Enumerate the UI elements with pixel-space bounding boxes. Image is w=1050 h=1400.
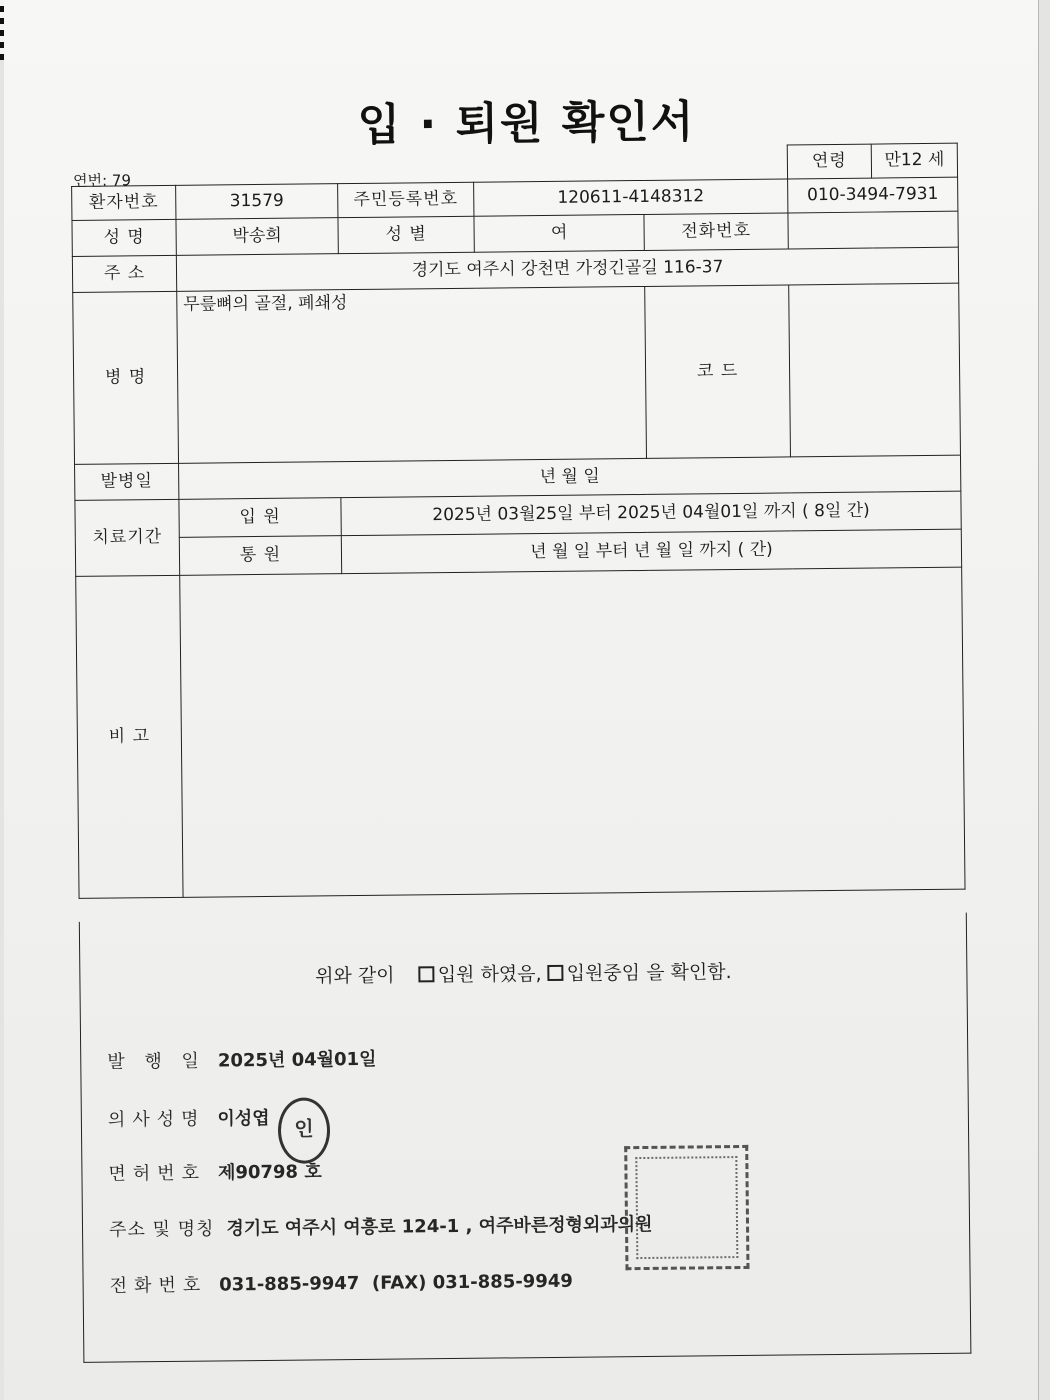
name-label: 성 명 xyxy=(72,219,176,256)
phone-value: 010-3494-7931 xyxy=(788,177,958,213)
diagnosis-label: 병 명 xyxy=(73,291,179,464)
paper xyxy=(4,0,1039,1400)
license-number: 제90798 호 xyxy=(217,1161,322,1184)
remarks-label: 비 고 xyxy=(76,575,183,898)
doctor-label: 의사성명 xyxy=(107,1108,206,1131)
patient-no-label: 환자번호 xyxy=(72,185,176,220)
confirmation-prefix: 위와 같이 xyxy=(315,964,395,988)
doctor-seal-stamp: 인 xyxy=(278,1097,331,1164)
address-value: 경기도 여주시 강천면 가정긴골길 116-37 xyxy=(176,247,958,291)
serial-number: 연번: 79 xyxy=(72,171,132,190)
clinic-phone-label: 전화번호 xyxy=(109,1274,208,1297)
sex-value: 여 xyxy=(474,214,644,252)
hospitalized-checkbox[interactable] xyxy=(548,965,564,981)
clinic-seal-stamp xyxy=(624,1145,749,1270)
issue-date-value: 2025년 04월01일 xyxy=(217,1048,377,1072)
clinic-fax: (FAX) 031-885-9949 xyxy=(371,1270,573,1294)
license-row xyxy=(108,1157,321,1185)
age-value: 만12 세 xyxy=(871,143,957,178)
outpatient-label: 통 원 xyxy=(179,536,341,576)
info-table xyxy=(71,143,966,899)
name-value: 박송희 xyxy=(176,218,338,256)
code-value xyxy=(789,283,961,457)
certificate-footer xyxy=(79,913,972,1363)
onset-value: 년 월 일 xyxy=(179,455,961,499)
inpatient-period-value: 2025년 03월25일 부터 2025년 04월01일 까지 ( 8일 간) xyxy=(341,491,961,535)
clinic-phone-row xyxy=(109,1267,572,1298)
sex-label: 성 별 xyxy=(338,216,474,253)
license-label: 면허번호 xyxy=(108,1162,207,1185)
confirmation-suffix: 을 확인함. xyxy=(646,961,732,984)
clinic-address: 경기도 여주시 여흥로 124-1 , 여주바른정형외과의원 xyxy=(226,1213,653,1240)
confirmation-option2: 입원중임 xyxy=(566,962,641,985)
treatment-period-label: 치료기간 xyxy=(75,499,180,576)
clinic-phone: 031-885-9947 xyxy=(219,1272,360,1296)
patient-no-value: 31579 xyxy=(176,184,338,220)
address-label: 주 소 xyxy=(72,255,176,292)
outpatient-period-value: 년 월 일 부터 년 월 일 까지 ( 간) xyxy=(341,529,961,573)
code-label: 코 드 xyxy=(645,285,791,458)
inpatient-label: 입 원 xyxy=(179,498,341,538)
issue-date-label: 발 행 일 xyxy=(107,1050,207,1073)
resident-no-label: 주민등록번호 xyxy=(338,182,474,217)
certificate-sheet xyxy=(66,70,1000,1390)
doctor-row xyxy=(108,1104,270,1132)
phone-label: 전화번호 xyxy=(644,213,788,251)
confirmation-statement xyxy=(80,955,966,991)
document-title: 입 · 퇴원 확인서 xyxy=(357,96,696,151)
clinic-address-row xyxy=(109,1210,653,1242)
age-label: 연령 xyxy=(787,144,871,179)
confirmation-option1: 입원 하였음, xyxy=(437,963,542,987)
diagnosis-value: 무릎뼈의 골절, 폐쇄성 xyxy=(177,286,647,463)
clinic-address-label: 주소 및 명칭 xyxy=(108,1218,215,1241)
doctor-name: 이성엽 xyxy=(217,1107,270,1130)
resident-no-value: 120611-4148312 xyxy=(474,179,788,216)
issue-date-row xyxy=(107,1045,377,1074)
admitted-checkbox[interactable] xyxy=(419,966,435,982)
remarks-value xyxy=(180,567,965,897)
onset-label: 발병일 xyxy=(75,463,179,500)
